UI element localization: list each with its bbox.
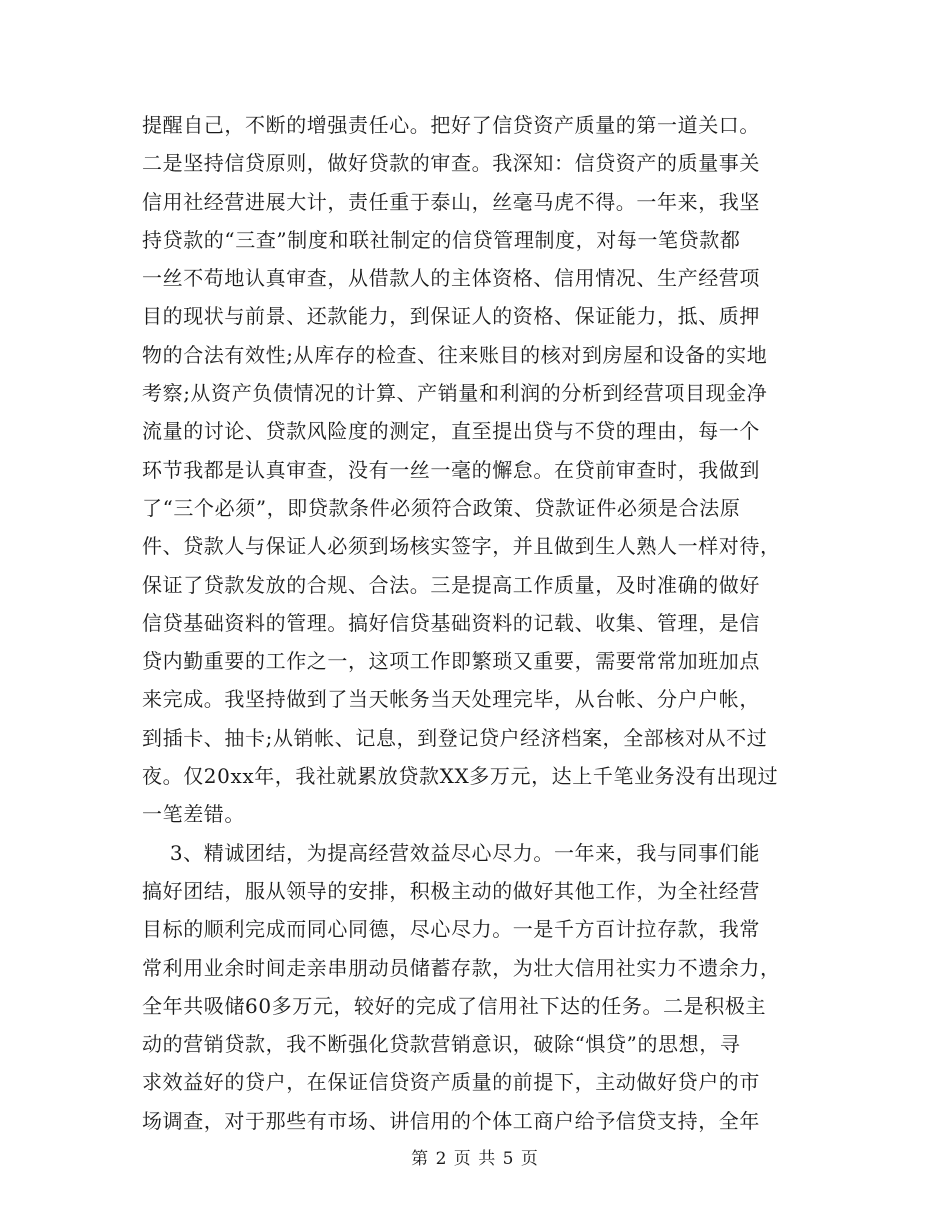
text-line: 了“三个必须”，即贷款条件必须符合政策、贷款证件必须是合法原 bbox=[142, 495, 741, 520]
text-line: 常利用业余时间走亲串朋动员储蓄存款，为壮大信用社实力不遗余力， bbox=[142, 955, 781, 980]
text-line: 搞好团结，服从领导的安排，积极主动的做好其他工作，为全社经营 bbox=[142, 878, 760, 903]
text-line: 考察;从资产负债情况的计算、产销量和利润的分析到经营项目现金净 bbox=[142, 381, 768, 406]
text-line: 目标的顺利完成而同心同德，尽心尽力。一是千方百计拉存款，我常 bbox=[142, 917, 760, 942]
text-line: 流量的讨论、贷款风险度的测定，直至提出贷与不贷的理由，每一个 bbox=[142, 419, 760, 444]
text-line: 3、精诚团结，为提高经营效益尽心尽力。一年来，我与同事们能 bbox=[142, 840, 760, 865]
text-line: 保证了贷款发放的合规、合法。三是提高工作质量，及时准确的做好 bbox=[142, 572, 760, 597]
text-line: 二是坚持信贷原则，做好贷款的审查。我深知：信贷资产的质量事关 bbox=[142, 151, 760, 176]
text-line: 夜。仅20xx年，我社就累放贷款XX多万元，达上千笔业务没有出现过 bbox=[142, 764, 779, 789]
text-line: 环节我都是认真审查，没有一丝一毫的懈怠。在贷前审查时，我做到 bbox=[142, 457, 760, 482]
body-text bbox=[142, 106, 822, 1140]
text-line: 场调查，对于那些有市场、讲信用的个体工商户给予信贷支持，全年 bbox=[142, 1108, 760, 1133]
text-line: 贷内勤重要的工作之一，这项工作即繁琐又重要，需要常常加班加点 bbox=[142, 649, 760, 674]
text-line: 物的合法有效性;从库存的检查、往来账目的核对到房屋和设备的实地 bbox=[142, 342, 768, 367]
text-line: 来完成。我坚持做到了当天帐务当天处理完毕，从台帐、分户户帐， bbox=[142, 687, 760, 712]
text-line: 目的现状与前景、还款能力，到保证人的资格、保证能力，抵、质押 bbox=[142, 304, 760, 329]
text-line: 提醒自己，不断的增强责任心。把好了信贷资产质量的第一道关口。 bbox=[142, 113, 760, 137]
text-line: 一笔差错。 bbox=[142, 802, 245, 827]
page-number-label: 第 2 页 共 5 页 bbox=[411, 1149, 539, 1169]
text-line: 信用社经营进展大计，责任重于泰山，丝毫马虎不得。一年来，我坚 bbox=[142, 189, 760, 214]
text-line: 到插卡、抽卡;从销帐、记息，到登记贷户经济档案，全部核对从不过 bbox=[142, 725, 768, 750]
page-footer bbox=[0, 1147, 950, 1171]
text-line: 求效益好的贷户，在保证信贷资产质量的前提下，主动做好贷户的市 bbox=[142, 1070, 760, 1095]
text-line: 持贷款的“三查”制度和联社制定的信贷管理制度，对每一笔贷款都 bbox=[142, 227, 741, 252]
text-line: 动的营销贷款，我不断强化贷款营销意识，破除“惧贷”的思想，寻 bbox=[142, 1032, 741, 1057]
text-line: 全年共吸储60多万元，较好的完成了信用社下达的任务。二是积极主 bbox=[142, 993, 767, 1018]
text-line: 件、贷款人与保证人必须到场核实签字，并且做到生人熟人一样对待， bbox=[142, 534, 781, 559]
text-line: 信贷基础资料的管理。搞好信贷基础资料的记载、收集、管理，是信 bbox=[142, 610, 760, 635]
text-line: 一丝不苟地认真审查，从借款人的主体资格、信用情况、生产经营项 bbox=[142, 266, 760, 291]
